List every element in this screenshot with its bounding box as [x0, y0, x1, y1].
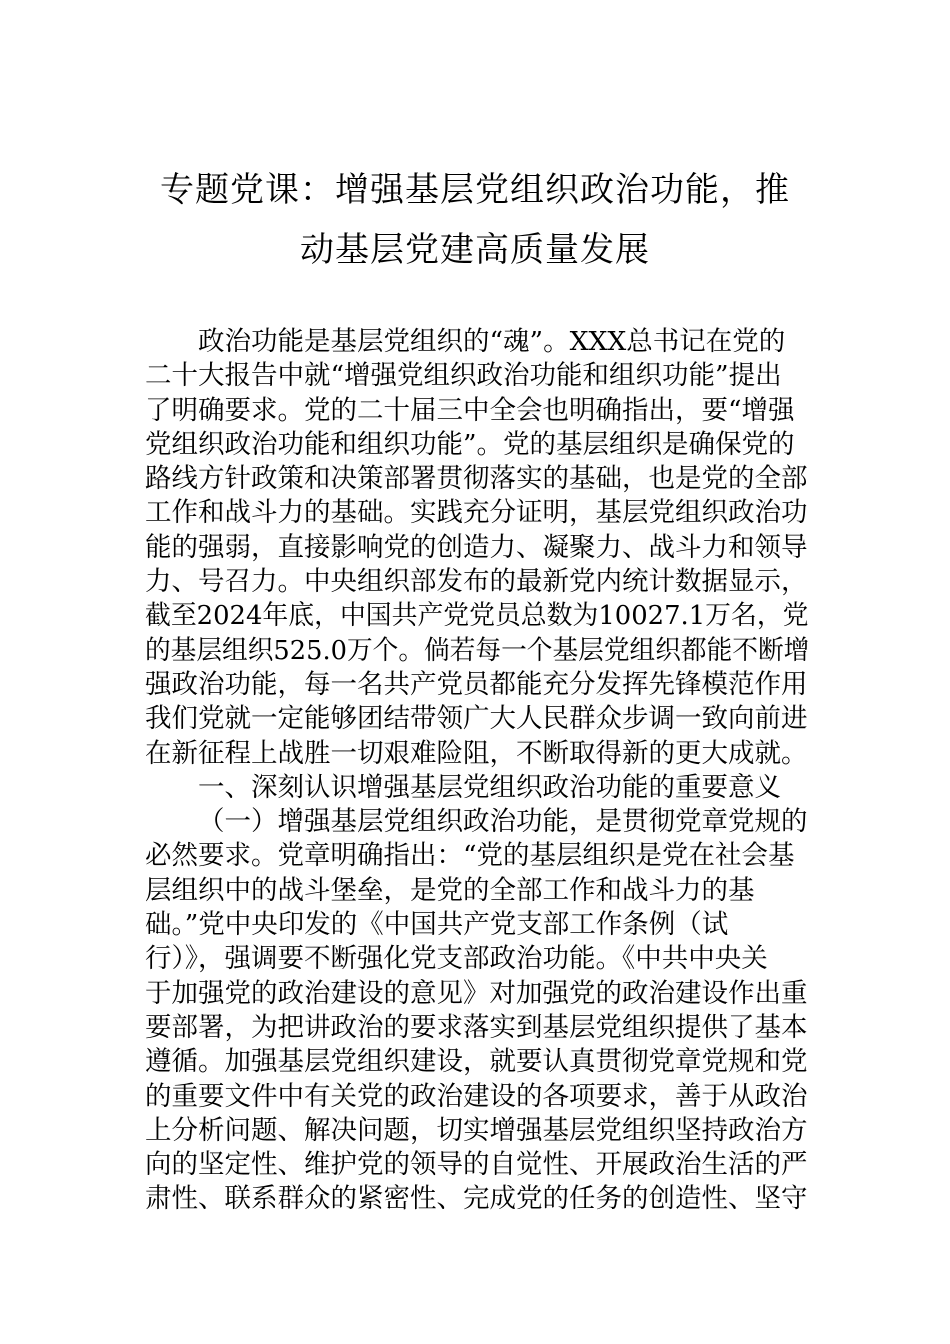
body-line: 我们党就一定能够团结带领广大人民群众步调一致向前进 [145, 703, 808, 735]
body-line: 上分析问题、解决问题，切实增强基层党组织坚持政治方 [145, 1114, 808, 1146]
document-title [145, 160, 805, 280]
title-line-2: 动基层党建高质量发展 [300, 230, 650, 270]
body-line: 路线方针政策和决策部署贯彻落实的基础，也是党的全部 [145, 463, 808, 495]
body-line: 肃性、联系群众的紧密性、完成党的任务的创造性、坚守 [145, 1183, 808, 1215]
body-line: 了明确要求。党的二十届三中全会也明确指出，要“增强 [145, 394, 795, 426]
body-line: 工作和战斗力的基础。实践充分证明，基层党组织政治功 [145, 497, 808, 529]
body-line: 础。”党中央印发的《中国共产党支部工作条例（试 [145, 909, 729, 941]
body-line: 遵循。加强基层党组织建设，就要认真贯彻党章党规和党 [145, 1046, 808, 1078]
body-line: 要部署，为把讲政治的要求落实到基层党组织提供了基本 [145, 1011, 808, 1043]
body-line: 的重要文件中有关党的政治建设的各项要求，善于从政治 [145, 1080, 808, 1112]
body-line: 二十大报告中就“增强党组织政治功能和组织功能”提出 [145, 360, 782, 392]
body-line: 力、号召力。中央组织部发布的最新党内统计数据显示， [145, 566, 808, 598]
body-line: 层组织中的战斗堡垒，是党的全部工作和战斗力的基 [145, 874, 755, 906]
body-line: 能的强弱，直接影响党的创造力、凝聚力、战斗力和领导 [145, 531, 808, 563]
body-line: 于加强党的政治建设的意见》对加强党的政治建设作出重 [145, 977, 808, 1009]
body-line: 行）》，强调要不断强化党支部政治功能。《中共中央关 [145, 943, 768, 975]
title-line-1: 专题党课：增强基层党组织政治功能，推 [160, 170, 790, 210]
body-line: 一、深刻认识增强基层党组织政治功能的重要意义 [198, 771, 781, 803]
body-line: 党组织政治功能和组织功能”。党的基层组织是确保党的 [145, 428, 795, 460]
body-line: 政治功能是基层党组织的“魂”。XXX总书记在党的 [198, 326, 786, 357]
body-line: 在新征程上战胜一切艰难险阻，不断取得新的更大成就。 [145, 737, 808, 769]
body-line: 必然要求。党章明确指出：“党的基层组织是党在社会基 [145, 840, 795, 872]
body-line: 截至2024年底，中国共产党党员总数为10027.1万名，党 [145, 600, 809, 632]
body-line: 强政治功能，每一名共产党员都能充分发挥先锋模范作用 [145, 668, 808, 700]
document-body [145, 325, 809, 1217]
body-line: 的基层组织525.0万个。倘若每一个基层党组织都能不断增 [145, 634, 810, 666]
body-line: （一）增强基层党组织政治功能，是贯彻党章党规的 [198, 806, 808, 838]
body-line: 向的坚定性、维护党的领导的自觉性、开展政治生活的严 [145, 1149, 808, 1181]
